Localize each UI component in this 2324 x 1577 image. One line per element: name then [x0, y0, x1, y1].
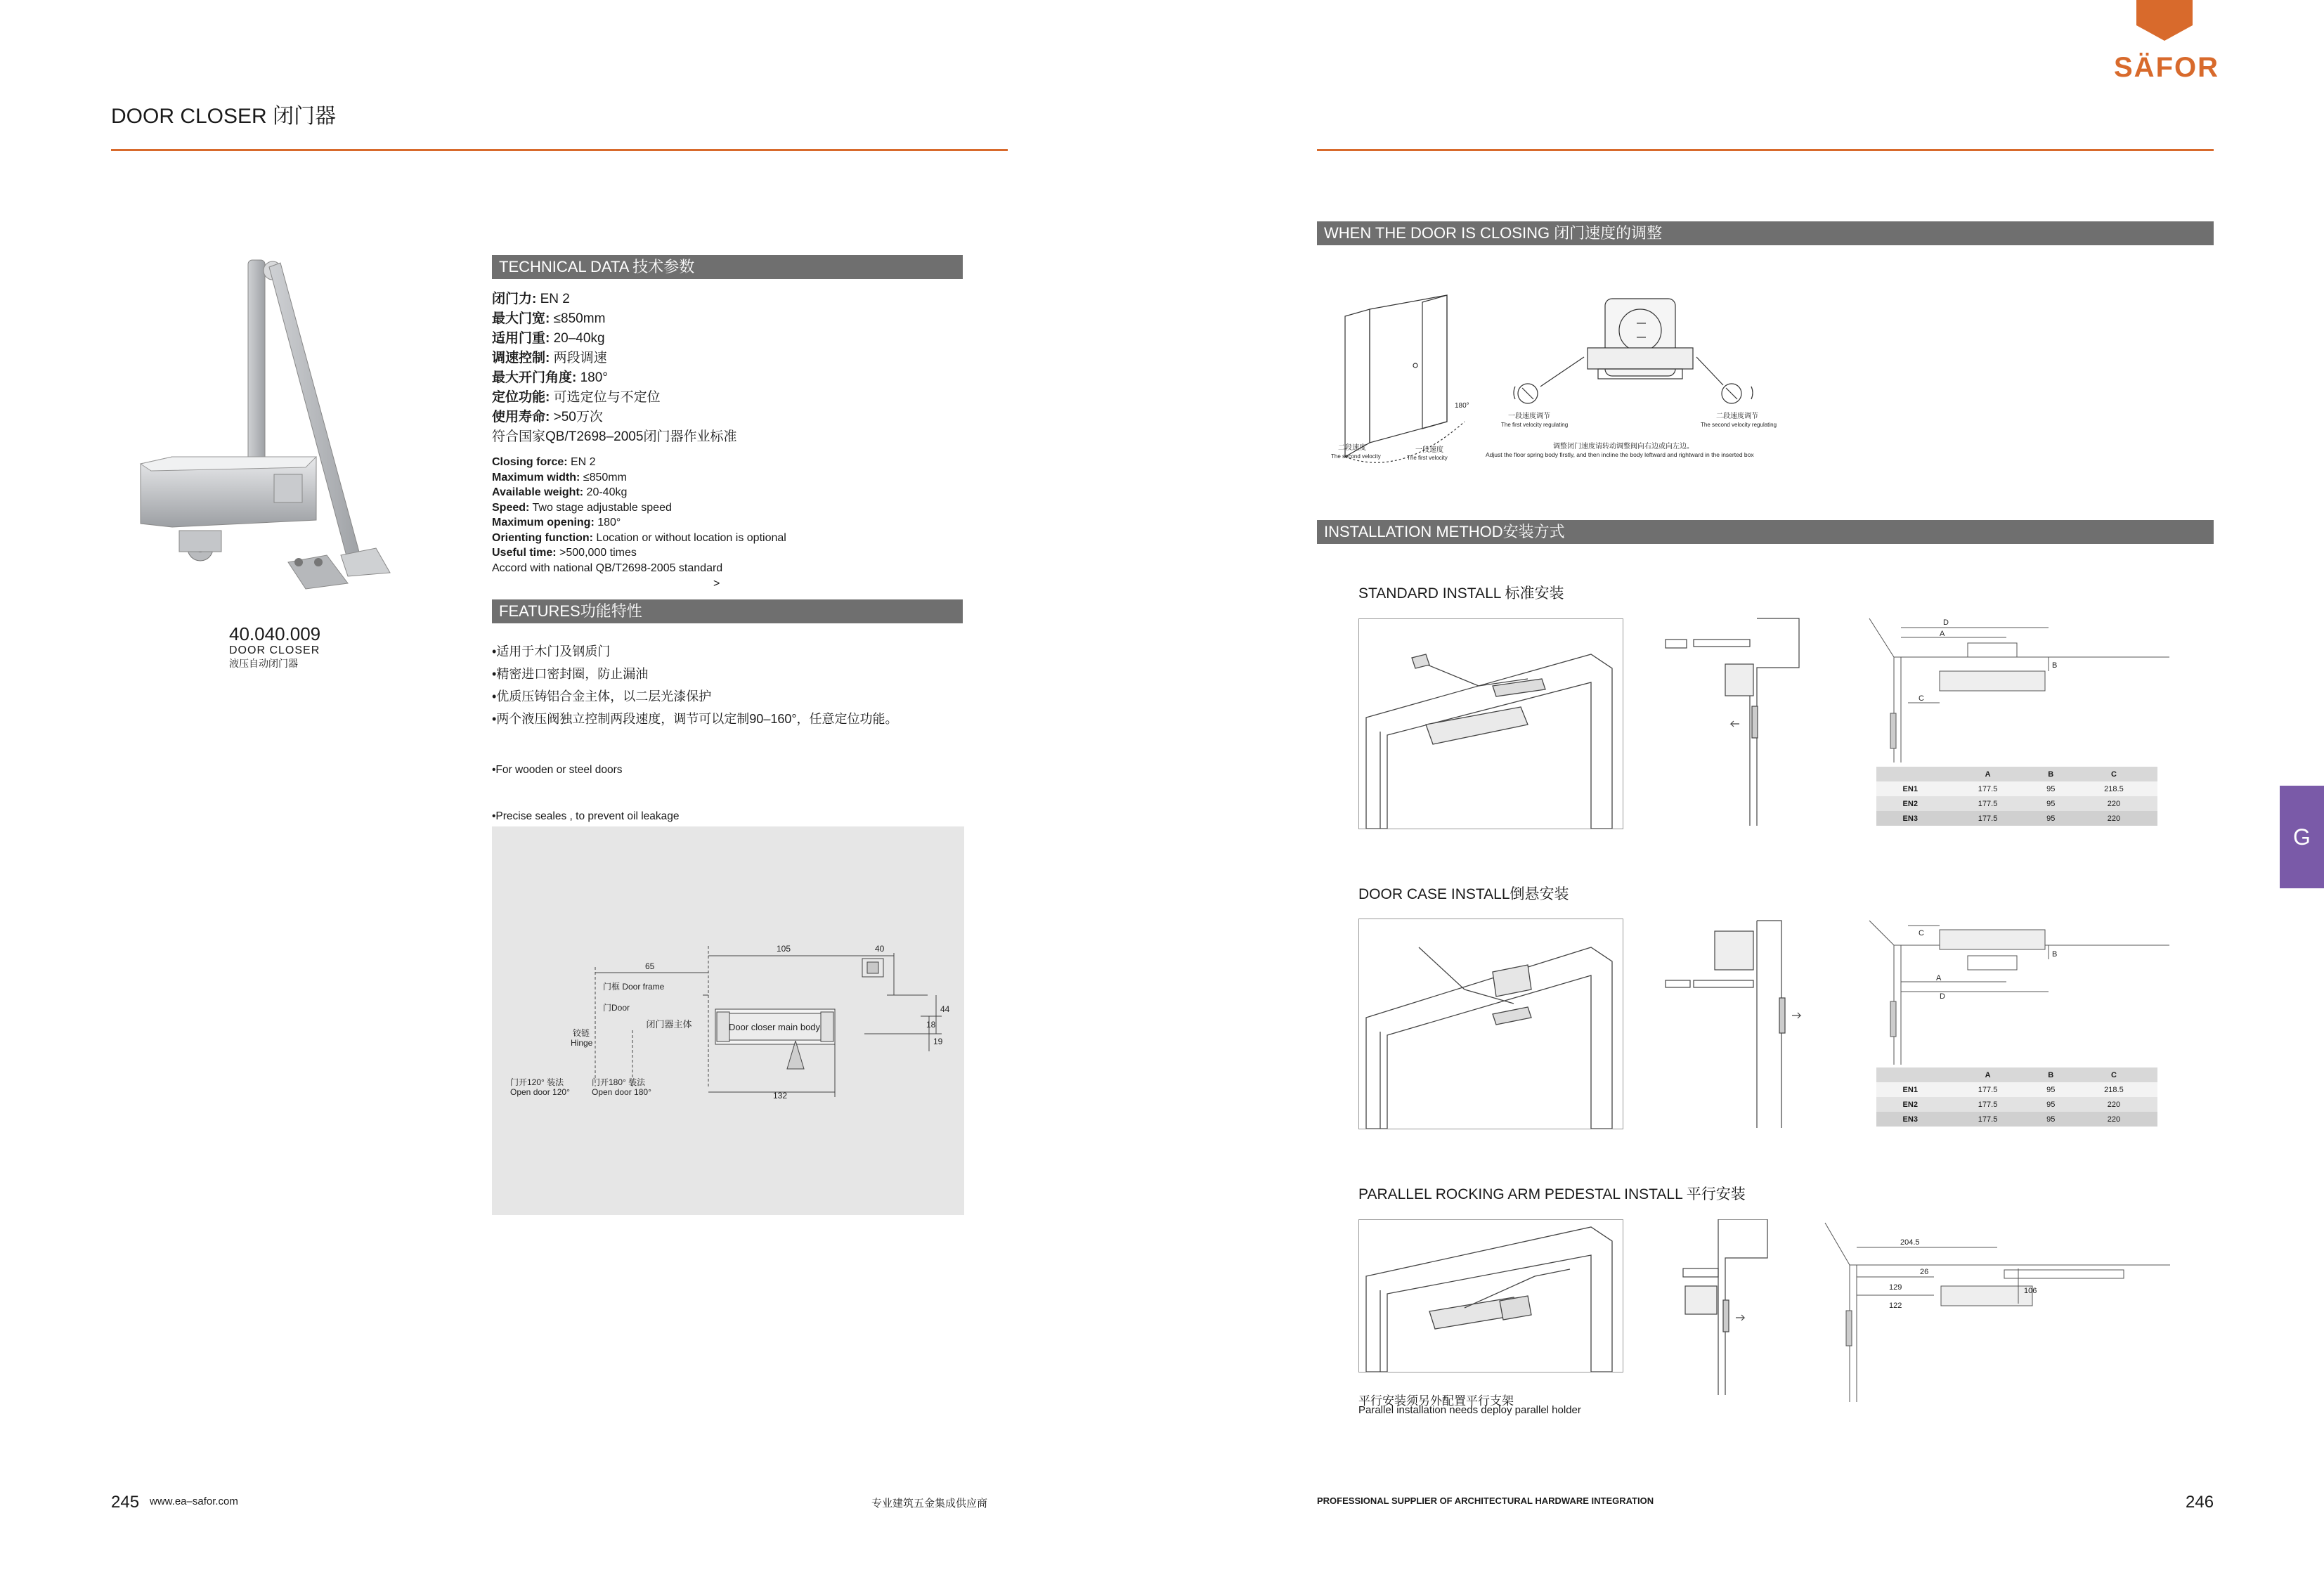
svg-text:铰链: 铰链 [573, 1028, 590, 1038]
svg-text:106: 106 [2024, 1287, 2037, 1295]
spec-cn-row: 定位功能: 可选定位与不定位 [492, 390, 661, 405]
parallel-install-side-view [1673, 1219, 1785, 1395]
page-title: DOOR CLOSER 闭门器 [111, 105, 337, 128]
svg-text:Hinge: Hinge [571, 1038, 593, 1048]
svg-text:The second velocity: The second velocity [1331, 453, 1381, 460]
product-name-cn: 液压自动闭门器 [229, 658, 298, 669]
page-number-left: 245 [111, 1493, 140, 1512]
brand-logo-text: SÄFOR [2114, 52, 2219, 83]
svg-text:The first velocity regulating: The first velocity regulating [1501, 422, 1569, 428]
feature-cn-item: •优质压铸铝合金主体，以二层光漆保护 [492, 689, 712, 703]
svg-text:129: 129 [1889, 1283, 1902, 1292]
table-row: EN3 177.5 95 220 [1876, 811, 2157, 826]
svg-text:B: B [2052, 950, 2058, 959]
spec-cn-standard: 符合国家QB/T2698–2005闭门器作业标准 [492, 429, 737, 444]
svg-text:44: 44 [940, 1004, 950, 1014]
door-case-install-illustration [1358, 919, 1623, 1129]
table-row: EN2 177.5 95 220 [1876, 796, 2157, 811]
footer-slogan: 专业建筑五金集成供应商 [871, 1498, 988, 1510]
standard-install-plan-view [1866, 615, 2169, 762]
svg-text:105: 105 [777, 944, 791, 954]
spec-cn-list [492, 290, 736, 447]
feature-en-item: •Precise seales , to prevent oil leakage [492, 810, 680, 822]
footer-url[interactable]: www.ea–safor.com [150, 1495, 238, 1507]
svg-text:The first velocity: The first velocity [1407, 455, 1448, 461]
header-rule-right [1317, 149, 2214, 151]
parallel-install-illustration [1358, 1219, 1623, 1372]
dim-132: 132 [773, 1091, 788, 1101]
brand-logo-mark [2136, 0, 2193, 42]
svg-text:65: 65 [645, 961, 655, 971]
spec-cn-row: 最大开门角度: 180° [492, 370, 608, 385]
standard-install-title: STANDARD INSTALL 标准安装 [1358, 585, 1564, 602]
svg-text:C: C [1919, 694, 1924, 703]
installation-method-bar: INSTALLATION METHOD安装方式 [1317, 520, 2214, 544]
standard-install-illustration [1358, 618, 1623, 829]
feature-cn-item: •适用于木门及钢质门 [492, 644, 611, 658]
dimension-drawing [492, 826, 964, 1215]
svg-text:门开120° 装法: 门开120° 装法 [510, 1077, 564, 1087]
svg-text:Open door 120°: Open door 120° [510, 1087, 570, 1097]
spec-cn-row: 适用门重: 20–40kg [492, 331, 605, 346]
svg-text:调整闭门速度请转动调整阀向右边或向左边。: 调整闭门速度请转动调整阀向右边或向左边。 [1553, 443, 1694, 450]
svg-text:18: 18 [926, 1020, 936, 1030]
svg-text:二段速度: 二段速度 [1338, 444, 1366, 452]
spec-arrow: > [713, 578, 720, 590]
door-case-install-title: DOOR CASE INSTALL倒悬安装 [1358, 886, 1569, 902]
spec-cn-row: 使用寿命: >50万次 [492, 410, 603, 424]
svg-text:一段速度: 一段速度 [1415, 446, 1443, 454]
feature-en-item: •For wooden or steel doors [492, 764, 623, 776]
svg-text:Adjust the floor spring body f: Adjust the floor spring body firstly, and then incline the body leftward and rightward in the inserted box [1486, 451, 1754, 458]
feature-cn-item: •精密进口密封圈，防止漏油 [492, 667, 649, 681]
features-cn-list [492, 640, 898, 730]
svg-text:门开180° 装法: 门开180° 装法 [592, 1077, 646, 1087]
spec-en-standard: Accord with national QB/T2698-2005 standard [492, 562, 723, 574]
product-code: 40.040.009 [229, 623, 321, 644]
svg-text:门Door: 门Door [603, 1003, 630, 1013]
spec-en-row: Useful time: >500,000 times [492, 547, 637, 559]
door-case-dims-table: A B C EN1 177.5 95 218.5 EN2 177.5 95 220 EN3 177.5 95 220 [1876, 1067, 2157, 1127]
standard-install-side-view [1658, 615, 1806, 826]
spec-en-row: Maximum opening: 180° [492, 517, 621, 528]
svg-text:Door closer main body: Door closer main body [728, 1022, 821, 1032]
svg-text:D: D [1940, 992, 1945, 1001]
spec-en-row: Speed: Two stage adjustable speed [492, 501, 672, 514]
features-bar: FEATURES功能特性 [492, 599, 963, 623]
svg-text:Open door 180°: Open door 180° [592, 1087, 651, 1097]
page-number-right: 246 [2186, 1493, 2214, 1512]
door-case-install-side-view [1658, 917, 1806, 1128]
spec-cn-row: 最大门宽: ≤850mm [492, 311, 606, 326]
svg-text:二段速度调节: 二段速度调节 [1716, 413, 1758, 420]
svg-text:180°: 180° [1455, 402, 1469, 410]
closing-speed-diagram [1317, 281, 1795, 471]
svg-text:122: 122 [1889, 1302, 1902, 1310]
spec-en-list [492, 455, 786, 576]
door-closer-product-image [130, 253, 439, 590]
door-case-install-plan-view [1866, 917, 2169, 1065]
product-name-en: DOOR CLOSER [229, 644, 320, 656]
spec-en-row: Orienting function: Location or without location is optional [492, 531, 786, 544]
spec-cn-row: 调速控制: 两段调速 [492, 351, 607, 365]
svg-text:40: 40 [875, 944, 885, 954]
svg-text:The second velocity regulating: The second velocity regulating [1701, 422, 1777, 428]
parallel-note-en: Parallel installation needs deploy parallel holder [1358, 1404, 1581, 1416]
spec-en-row: Closing force: EN 2 [492, 456, 596, 468]
table-row: EN1 177.5 95 218.5 [1876, 1082, 2157, 1097]
plan-label: D [1943, 618, 1949, 627]
svg-text:19: 19 [933, 1037, 943, 1046]
standard-dims-table: A B C EN1 177.5 95 218.5 EN2 177.5 95 220 EN3 177.5 95 220 [1876, 767, 2157, 826]
table-row: EN1 177.5 95 218.5 [1876, 781, 2157, 796]
feature-cn-item: •两个液压阀独立控制两段速度，调节可以定制90–160°，任意定位功能。 [492, 712, 898, 726]
svg-text:A: A [1936, 974, 1942, 982]
parallel-install-plan-view [1822, 1219, 2170, 1402]
svg-text:闭门器主体: 闭门器主体 [646, 1019, 692, 1030]
svg-text:A: A [1940, 630, 1945, 638]
table-row: EN2 177.5 95 220 [1876, 1097, 2157, 1112]
svg-text:B: B [2052, 661, 2058, 670]
footer-supplier: PROFESSIONAL SUPPLIER OF ARCHITECTURAL HARDWARE INTEGRATION [1317, 1495, 1654, 1506]
spec-en-row: Available weight: 20-40kg [492, 486, 628, 498]
spec-cn-row: 闭门力: EN 2 [492, 292, 570, 306]
svg-text:C: C [1919, 929, 1924, 937]
svg-text:204.5: 204.5 [1900, 1238, 1920, 1247]
spec-en-row: Maximum width: ≤850mm [492, 471, 627, 484]
svg-text:26: 26 [1920, 1268, 1929, 1276]
header-rule-left [111, 149, 1008, 151]
svg-text:一段速度调节: 一段速度调节 [1508, 413, 1550, 420]
parallel-install-title: PARALLEL ROCKING ARM PEDESTAL INSTALL 平行安装 [1358, 1186, 1746, 1202]
section-tab-g[interactable]: G [2280, 786, 2324, 888]
parallel-note-cn: 平行安装须另外配置平行支架 [1358, 1394, 1514, 1408]
label-door-frame: 门框 Door frame [603, 982, 665, 992]
door-closing-bar: WHEN THE DOOR IS CLOSING 闭门速度的调整 [1317, 221, 2214, 245]
technical-data-bar: TECHNICAL DATA 技术参数 [492, 255, 963, 279]
table-row: EN3 177.5 95 220 [1876, 1112, 2157, 1127]
